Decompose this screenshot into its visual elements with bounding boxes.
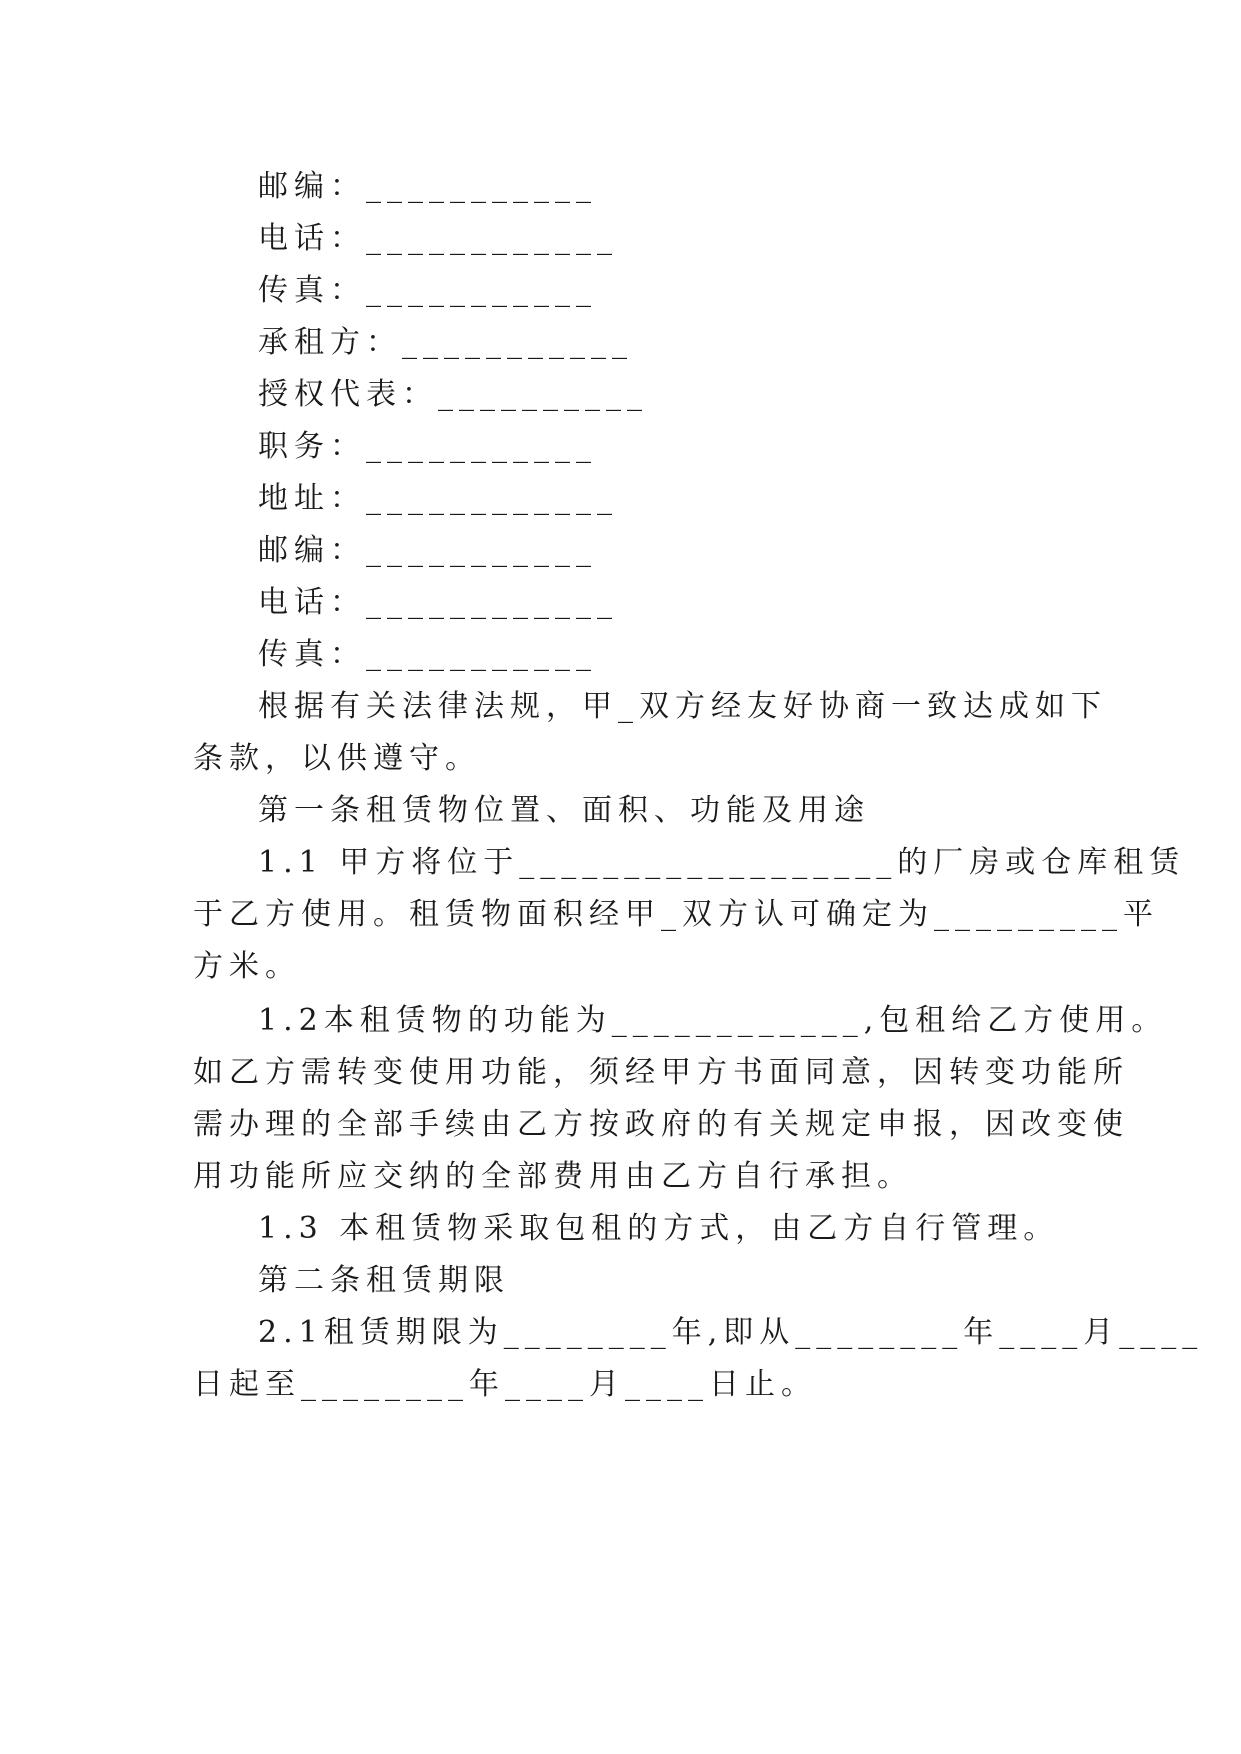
clause-1-2-line-2: 如乙方需转变使用功能，须经甲方书面同意，因转变功能所: [193, 1055, 1129, 1090]
clause-1-2-line-1: 1.2本租赁物的功能为____________,包租给乙方使用。: [258, 1003, 1168, 1038]
address-line: 地址：____________: [258, 481, 618, 516]
lessee-postcode-line: 邮编：___________: [258, 533, 597, 568]
lessee-phone-line: 电话：____________: [258, 585, 618, 620]
clause-2-1-line-1: 2.1租赁期限为________年,即从________年____月____: [258, 1315, 1204, 1350]
preamble-line-1: 根据有关法律法规，甲_双方经友好协商一致达成如下: [258, 689, 1107, 724]
position-line: 职务：___________: [258, 429, 597, 464]
clause-1-1-line-2: 于乙方使用。租赁物面积经甲_双方认可确定为_________平: [193, 897, 1159, 932]
preamble-line-2: 条款，以供遵守。: [193, 741, 481, 776]
lessor-phone-line: 电话：____________: [258, 221, 618, 256]
clause-1-1-line-1: 1.1 甲方将位于__________________的厂房或仓库租赁: [258, 845, 1186, 880]
lessor-postcode-line: 邮编：___________: [258, 169, 597, 204]
lessor-fax-line: 传真：___________: [258, 273, 597, 308]
authorized-rep-line: 授权代表：__________: [258, 377, 648, 412]
clause-1-2-line-3: 需办理的全部手续由乙方按政府的有关规定申报，因改变使: [193, 1107, 1129, 1142]
lessee-line: 承租方：___________: [258, 325, 633, 360]
lessee-fax-line: 传真：___________: [258, 637, 597, 672]
clause-1-2-line-4: 用功能所应交纳的全部费用由乙方自行承担。: [193, 1159, 913, 1194]
clause-1-3-line: 1.3 本租赁物采取包租的方式，由乙方自行管理。: [258, 1211, 1060, 1246]
clause-1-1-line-3: 方米。: [193, 949, 301, 984]
clause-2-1-line-2: 日起至________年____月____日止。: [193, 1367, 817, 1402]
article-2-heading: 第二条租赁期限: [258, 1263, 510, 1298]
article-1-heading: 第一条租赁物位置、面积、功能及用途: [258, 793, 870, 828]
